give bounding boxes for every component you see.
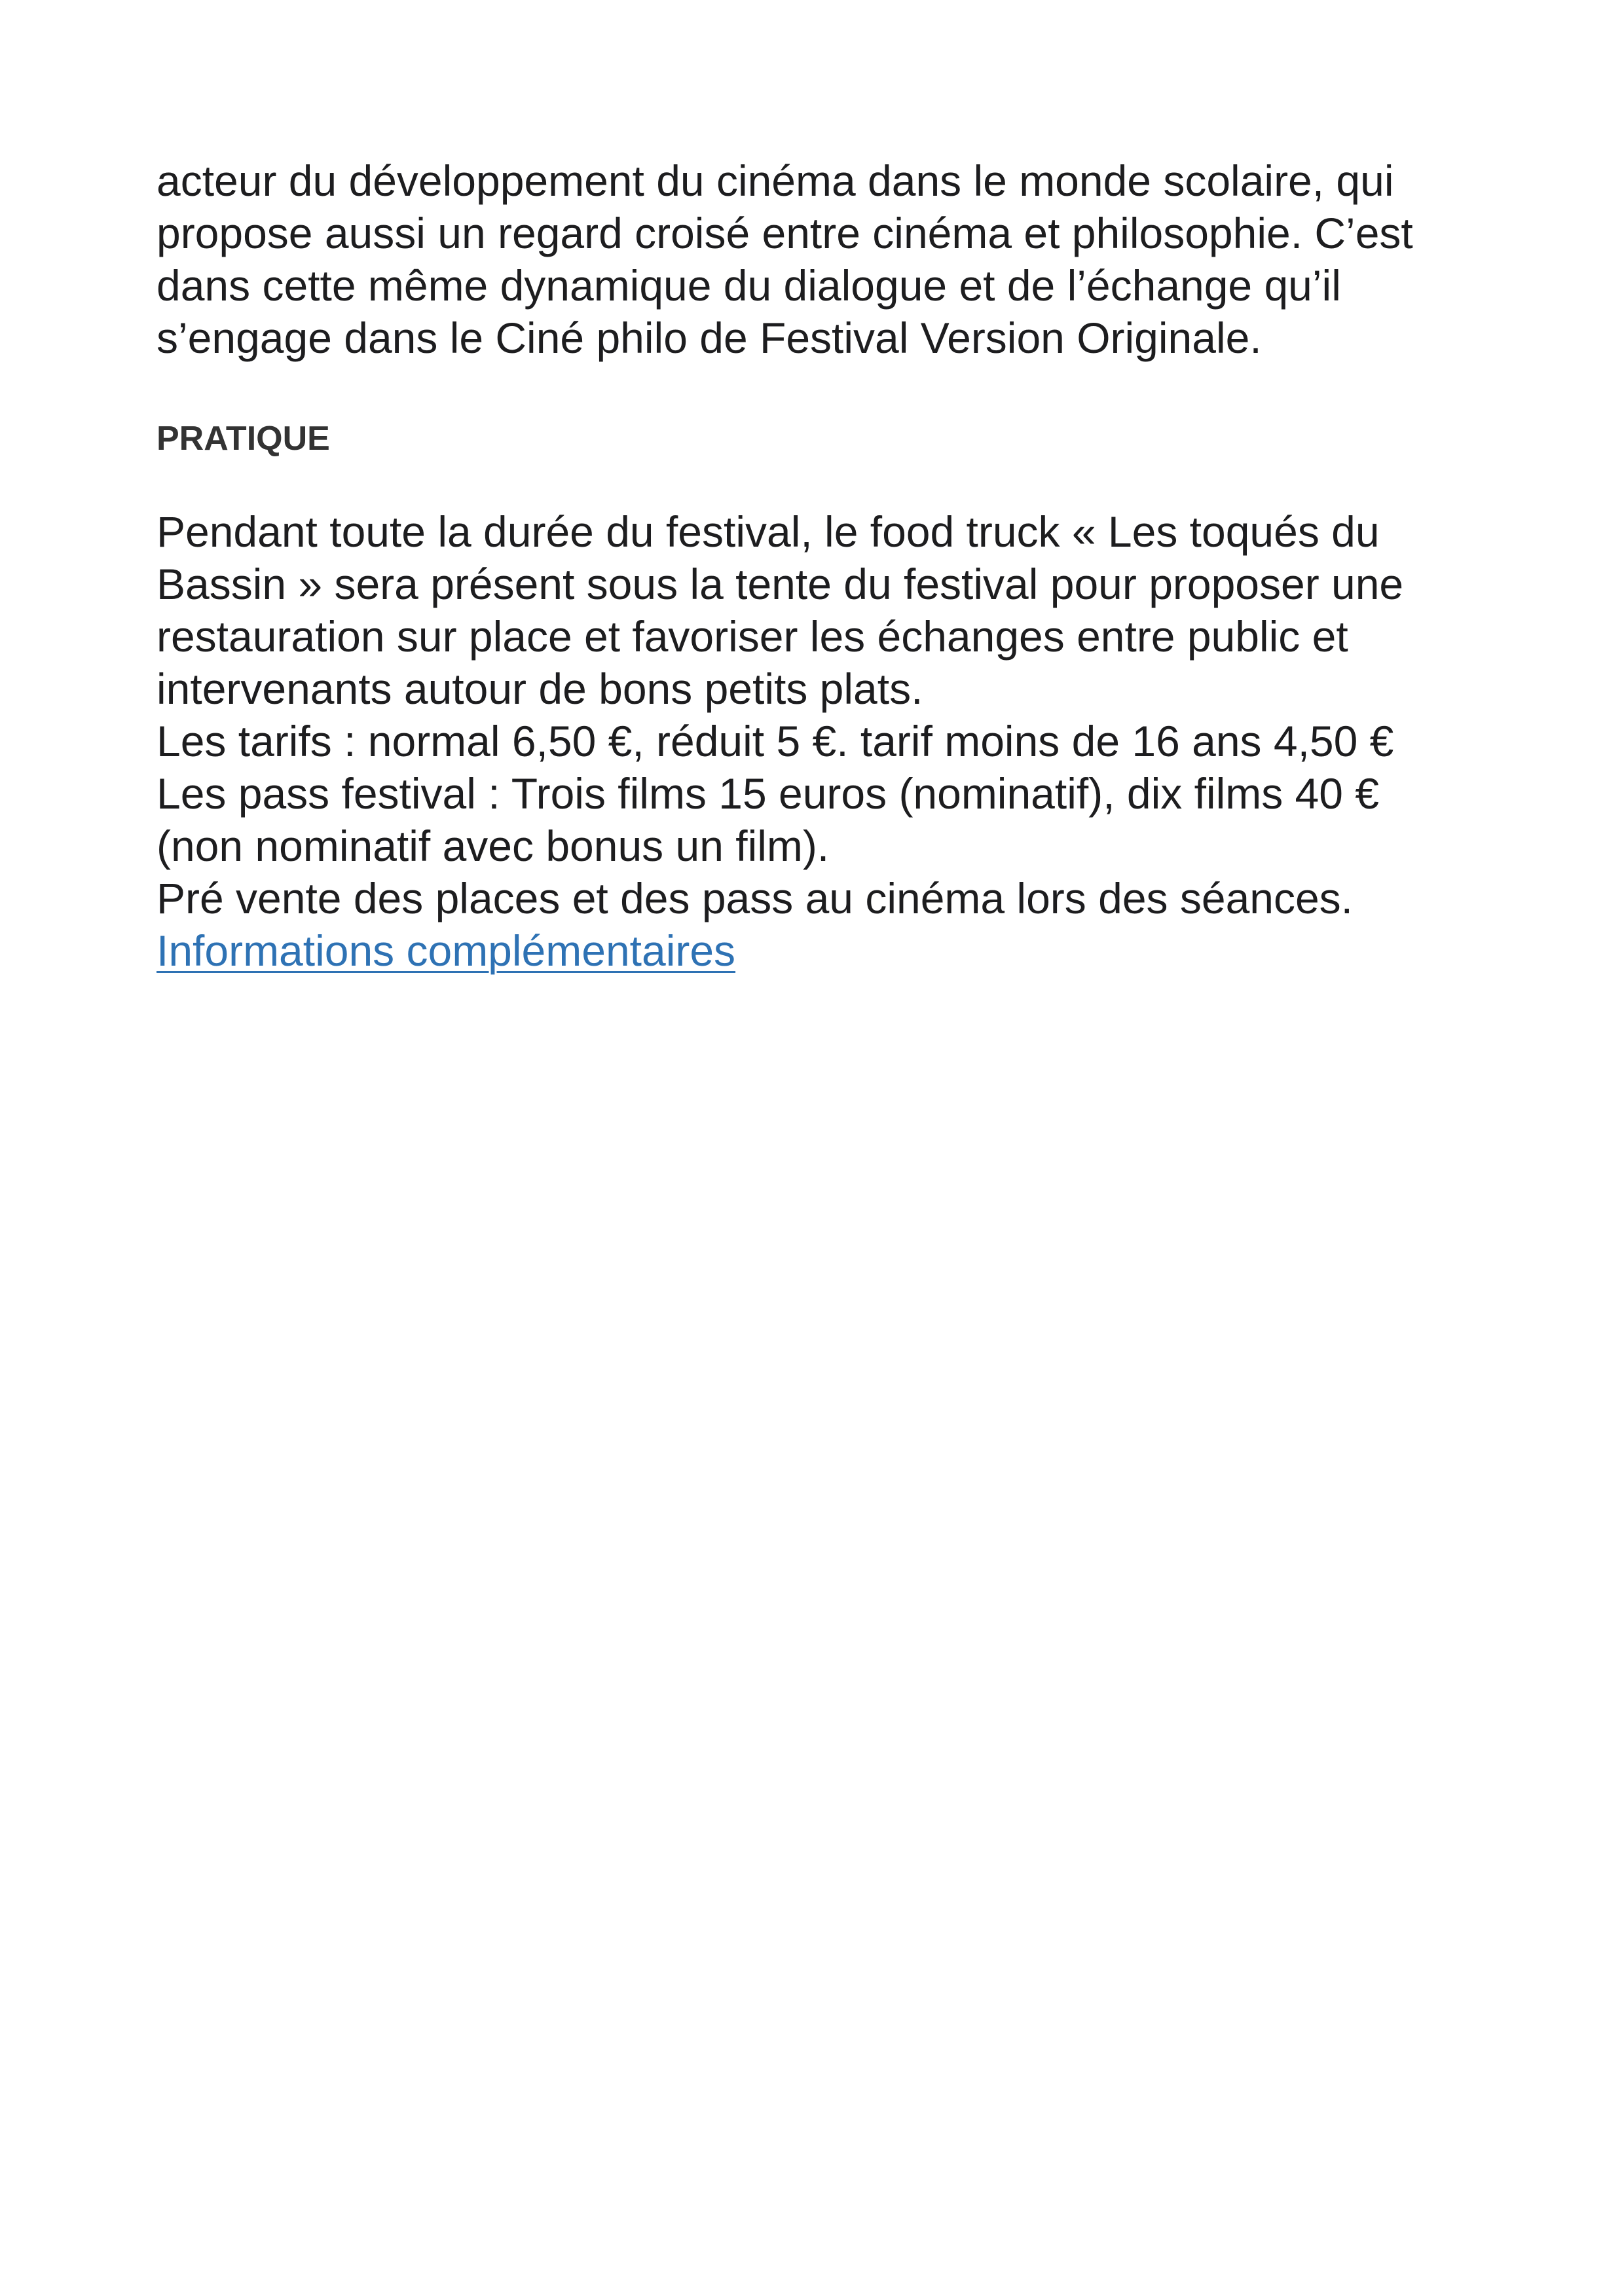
pratique-line: intervenants autour de bons petits plats. [157, 665, 923, 713]
informations-complementaires-link[interactable]: Informations complémentaires [157, 926, 736, 975]
intro-line: dans cette même dynamique du dialogue et de l’échange qu’il [157, 261, 1341, 310]
tarifs-line: Les tarifs : normal 6,50 €, réduit 5 €. tarif moins de 16 ans 4,50 € [157, 717, 1394, 765]
intro-paragraph [157, 155, 1505, 364]
pratique-heading: PRATIQUE [157, 420, 330, 458]
intro-line: s’engage dans le Ciné philo de Festival Version Originale. [157, 314, 1262, 362]
pass-line: (non nominatif avec bonus un film). [157, 822, 830, 870]
pratique-line: restauration sur place et favoriser les échanges entre public et [157, 612, 1348, 661]
prevente-line: Pré vente des places et des pass au cinéma lors des séances. [157, 874, 1354, 922]
pratique-line: Pendant toute la durée du festival, le food truck « Les toqués du [157, 507, 1380, 556]
intro-line: acteur du développement du cinéma dans le monde scolaire, qui [157, 156, 1394, 205]
info-line [157, 924, 1505, 977]
intro-line: propose aussi un regard croisé entre cinéma et philosophie. C’est [157, 209, 1413, 257]
document-page [157, 155, 1505, 977]
pratique-paragraph [157, 505, 1505, 977]
pratique-line: Bassin » sera présent sous la tente du festival pour proposer une [157, 560, 1404, 608]
pass-line: Les pass festival : Trois films 15 euros (nominatif), dix films 40 € [157, 769, 1380, 818]
